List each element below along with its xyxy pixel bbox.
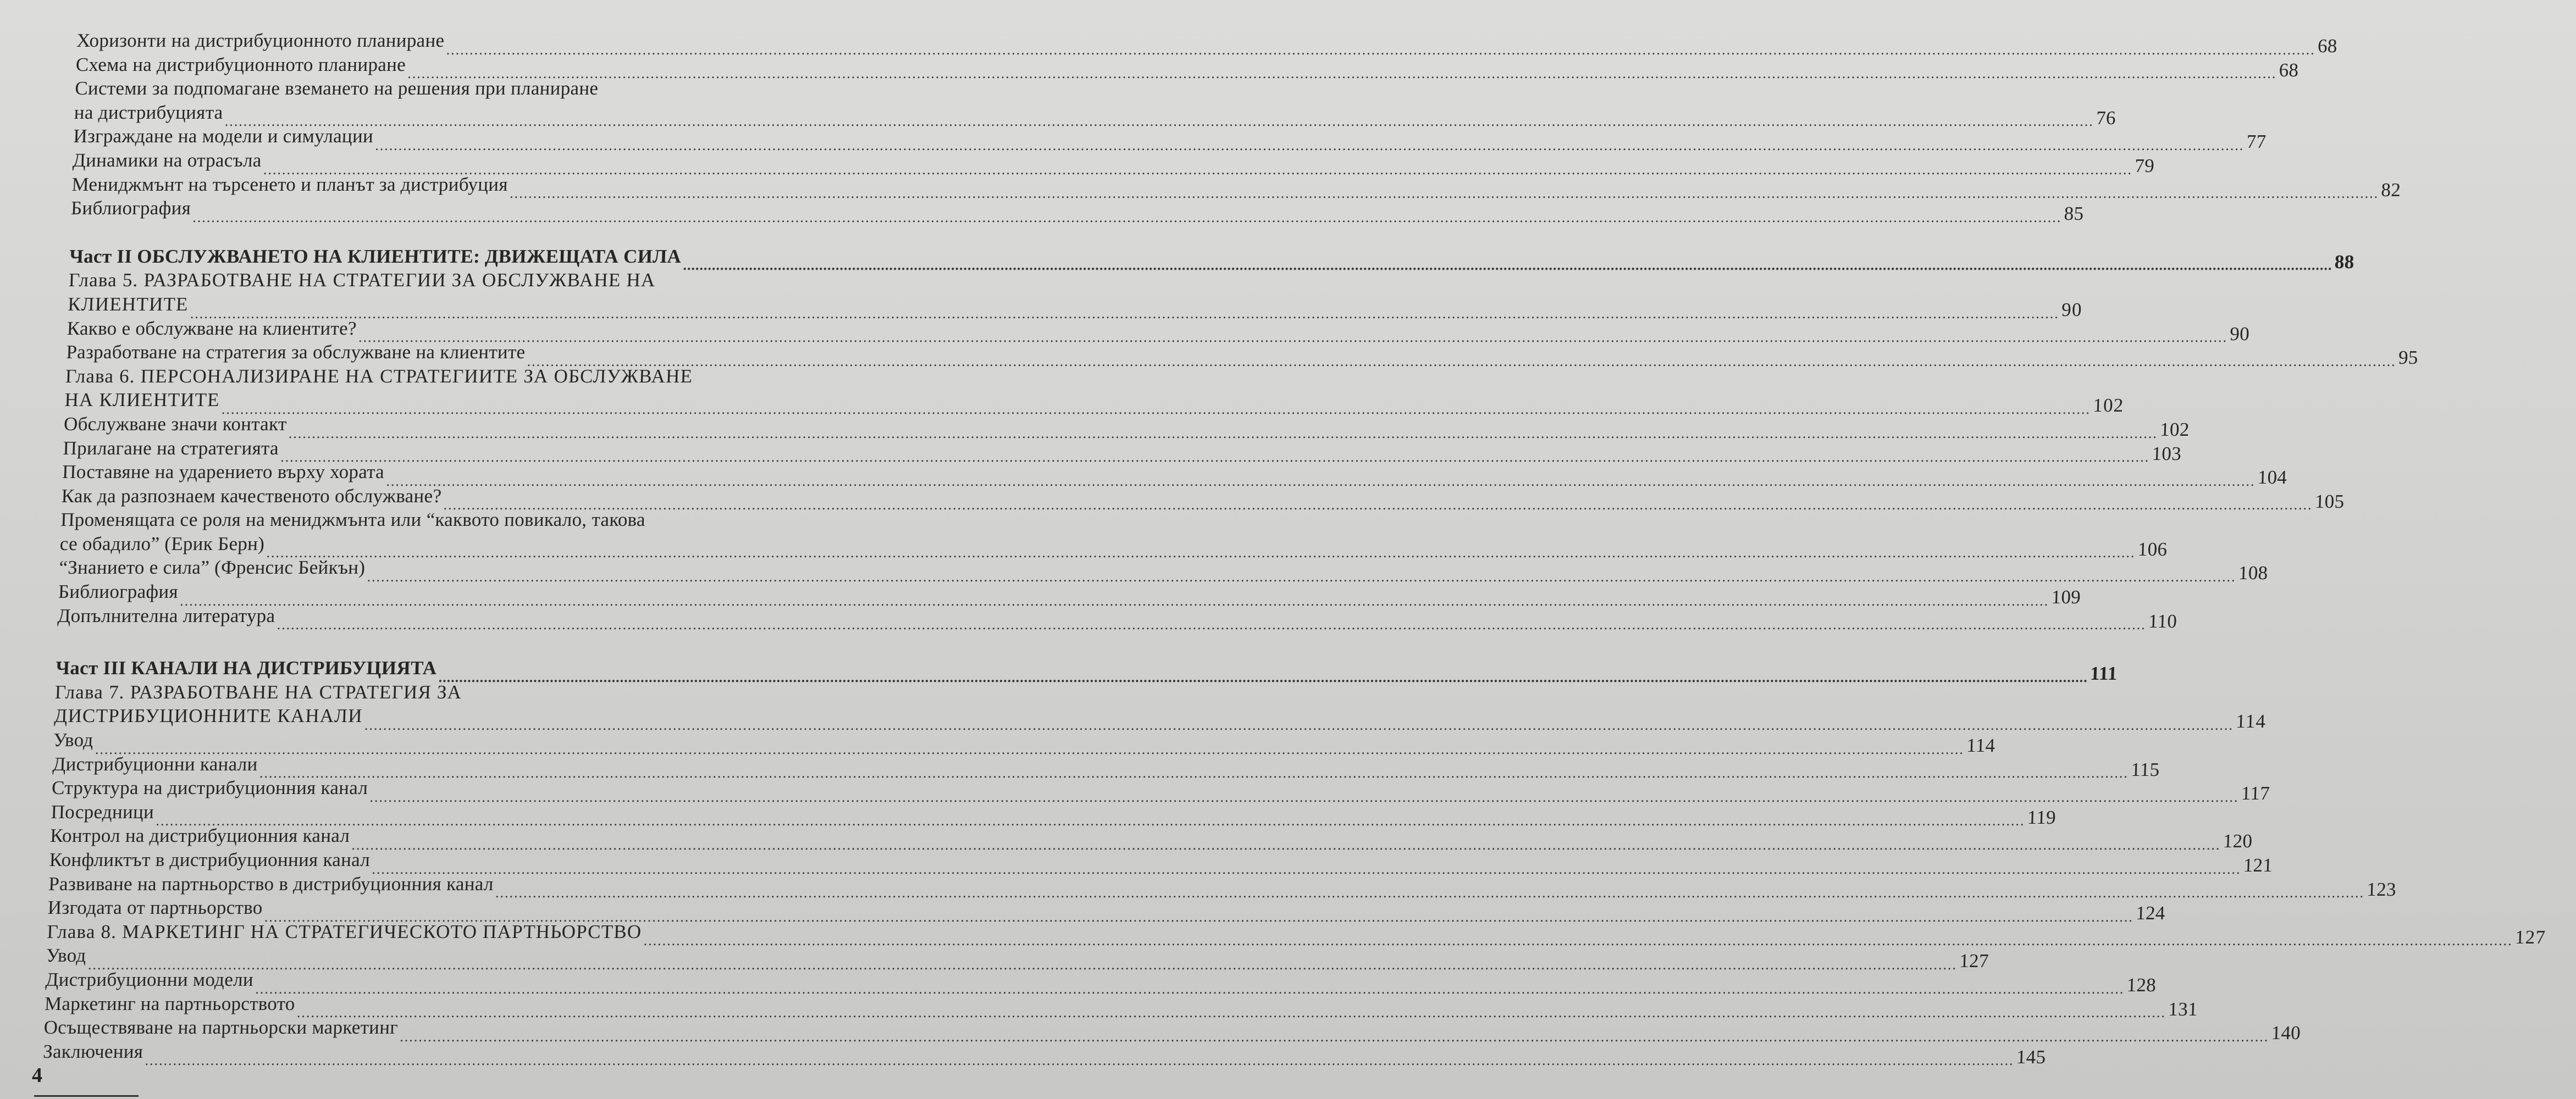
dot-leader: ................................................................................................................................................................................................................................................................................................................................................................................................................ (255, 980, 2125, 997)
toc-entry-title-line1: Системи за подпомагане вземането на решения при планиране (74, 77, 599, 99)
toc-entry-title: Изграждане на модели и симулации (73, 125, 374, 147)
toc-entry-title: НА КЛИЕНТИТЕ (64, 389, 220, 411)
toc-entry-title: Посредници (51, 801, 154, 823)
toc-entry (46, 943, 1989, 973)
toc-page-number: 117 (2241, 782, 2270, 804)
toc-part-heading (69, 245, 2355, 274)
toc-page-number: 145 (2016, 1046, 2047, 1068)
toc-entry-title: Структура на дистрибуционния канал (51, 777, 368, 799)
dot-leader: ................................................................................................................................................................................................................................................................................................................................................................................................................ (372, 861, 2242, 877)
toc-page-number: 85 (2064, 203, 2085, 225)
dot-leader: ................................................................................................................................................................................................................................................................................................................................................................................................................ (527, 353, 2397, 369)
toc-entry-title: на дистрибуцията (74, 101, 224, 123)
toc-page-number: 102 (2092, 395, 2125, 417)
toc-entry-row (46, 943, 1989, 973)
dot-leader: ................................................................................................................................................................................................................................................................................................................................................................................................................ (386, 473, 2256, 489)
toc-entry-title: Прилагане на стратегията (63, 437, 279, 459)
toc-page-number: 105 (2314, 490, 2345, 512)
toc-entry-title: Дистрибуционни модели (45, 968, 254, 990)
toc-entry-title: Контрол на дистрибуционния канал (49, 825, 350, 847)
dot-leader: ................................................................................................................................................................................................................................................................................................................................................................................................................ (263, 161, 2133, 177)
toc-page-number: 104 (2257, 467, 2287, 489)
toc-page-number: 90 (2061, 298, 2083, 320)
footer-rule (34, 1095, 139, 1097)
toc-entry-title: се обадило” (Ерик Берн) (59, 532, 265, 554)
toc-entry-title: Увод (46, 945, 87, 967)
toc-page-number: 127 (1959, 950, 1989, 972)
dot-leader: ................................................................................................................................................................................................................................................................................................................................................................................................................ (156, 813, 2026, 829)
toc-entry-title: ДИСТРИБУЦИОННИТЕ КАНАЛИ (53, 705, 363, 727)
toc-entry-title: Библиография (58, 581, 179, 603)
toc-page-number: 76 (2096, 107, 2116, 129)
toc-page-number: 68 (2279, 59, 2299, 81)
dot-leader: ................................................................................................................................................................................................................................................................................................................................................................................................................ (145, 1052, 2015, 1069)
toc-entry-title: Дистрибуционни канали (52, 753, 258, 775)
dot-leader: ................................................................................................................................................................................................................................................................................................................................................................................................................ (446, 41, 2316, 58)
toc-entry-title: Част II ОБСЛУЖВАНЕТО НА КЛИЕНТИТЕ: ДВИЖЕЩАТА СИЛА (69, 245, 682, 267)
toc-page-number: 79 (2134, 154, 2155, 176)
toc-page-number: 68 (2317, 35, 2338, 57)
toc-entry-title: КЛИЕНТИТЕ (67, 293, 189, 315)
toc-entry-title: Маркетинг на партньорството (44, 992, 296, 1014)
dot-leader: ................................................................................................................................................................................................................................................................................................................................................................................................................ (179, 592, 2049, 609)
dot-leader: ................................................................................................................................................................................................................................................................................................................................................................................................................ (369, 789, 2240, 805)
dot-leader: ................................................................................................................................................................................................................................................................................................................................................................................................................ (407, 65, 2278, 82)
dot-leader: ................................................................................................................................................................................................................................................................................................................................................................................................................ (95, 741, 1965, 757)
toc-page-number: 106 (2137, 538, 2168, 560)
toc-entry-row (64, 388, 2125, 417)
toc-entry-title-line1: Глава 6. ПЕРСОНАЛИЗИРАНЕ НА СТРАТЕГИИТЕ ЗА ОБСЛУЖВАНЕ (65, 365, 693, 387)
toc-entry-title: Конфликтът в дистрибуционния канал (49, 849, 371, 870)
toc-entry-title: Изгодата от партньорство (47, 897, 263, 919)
toc-chapter-entry (53, 680, 2267, 734)
toc-page-number: 120 (2223, 830, 2253, 852)
dot-leader: ................................................................................................................................................................................................................................................................................................................................................................................................................ (643, 933, 2513, 949)
dot-leader: ................................................................................................................................................................................................................................................................................................................................................................................................................ (266, 545, 2136, 561)
dot-leader: ................................................................................................................................................................................................................................................................................................................................................................................................................ (87, 956, 1958, 973)
dot-leader: ................................................................................................................................................................................................................................................................................................................................................................................................................ (683, 257, 2333, 274)
toc-entry-title: Развиване на партньорство в дистрибуционния канал (48, 873, 494, 895)
dot-leader: ................................................................................................................................................................................................................................................................................................................................................................................................................ (296, 1004, 2166, 1021)
toc-entry-title: Как да разпознаем качественото обслужване? (61, 485, 443, 507)
dot-leader: ................................................................................................................................................................................................................................................................................................................................................................................................................ (280, 449, 2150, 465)
toc-entry-title: Част III КАНАЛИ НА ДИСТРИБУЦИЯТА (55, 657, 438, 679)
toc-entry-title: Заключения (42, 1040, 143, 1062)
dot-leader: ................................................................................................................................................................................................................................................................................................................................................................................................................ (358, 329, 2228, 346)
toc-part-heading (55, 656, 2118, 685)
toc-entry-title-line1: Глава 5. РАЗРАБОТВАНЕ НА СТРАТЕГИИ ЗА ОБСЛУЖВАНЕ НА (68, 269, 656, 291)
toc-page-number: 114 (2235, 711, 2267, 732)
toc-entry-title: Библиография (70, 197, 191, 219)
toc-entry (59, 508, 2168, 561)
toc-entry (74, 76, 2116, 130)
dot-leader: ................................................................................................................................................................................................................................................................................................................................................................................................................ (495, 885, 2365, 901)
toc-page-number: 124 (2135, 902, 2166, 924)
dot-leader: ................................................................................................................................................................................................................................................................................................................................................................................................................ (190, 305, 2060, 321)
toc-page-number: 90 (2229, 323, 2250, 345)
toc-page-number: 111 (2089, 663, 2118, 685)
toc-page-number: 123 (2366, 878, 2397, 900)
dot-leader: ................................................................................................................................................................................................................................................................................................................................................................................................................ (438, 669, 2088, 685)
toc-entry-title-line1: Променящата се роля на мениджмънта или “каквото повикало, такова (60, 509, 646, 531)
toc-chapter-entry (64, 364, 2125, 417)
toc-entry-title: “Знанието е сила” (Френсис Бейкън) (58, 557, 366, 579)
toc-page-number: 102 (2159, 418, 2190, 440)
toc-entry-row (59, 532, 2168, 561)
toc-page-number: 77 (2246, 131, 2267, 153)
toc-page-number: 103 (2152, 442, 2182, 464)
toc-entry-title: Глава 8. МАРКЕТИНГ НА СТРАТЕГИЧЕСКОТО ПАРТНЬОРСТВО (46, 920, 643, 942)
toc-page-number: 108 (2238, 562, 2269, 584)
toc-entry-title: Динамики на отрасъла (72, 149, 262, 171)
toc-entry-title: Допълнителна литература (57, 604, 276, 626)
toc-entry-title: Мениджмънт на търсенето и планът за дистрибуция (71, 173, 508, 195)
toc-page-number: 128 (2126, 974, 2157, 996)
toc-page-number: 140 (2271, 1022, 2301, 1044)
toc-entry-row (69, 245, 2355, 274)
dot-leader: ................................................................................................................................................................................................................................................................................................................................................................................................................ (192, 209, 2063, 225)
dot-leader: ................................................................................................................................................................................................................................................................................................................................................................................................................ (399, 1028, 2269, 1045)
toc-page-number: 131 (2168, 998, 2198, 1020)
toc-entry-row (55, 656, 2118, 685)
toc-entry-title: Осъществяване на партньорски маркетинг (43, 1017, 399, 1039)
toc-page-number: 127 (2514, 926, 2546, 948)
toc-page-number: 109 (2051, 586, 2081, 608)
dot-leader: ................................................................................................................................................................................................................................................................................................................................................................................................................ (364, 717, 2234, 734)
dot-leader: ................................................................................................................................................................................................................................................................................................................................................................................................................ (277, 617, 2147, 633)
toc-entry-title-line1: Глава 7. РАЗРАБОТВАНЕ НА СТРАТЕГИЯ ЗА (54, 681, 462, 703)
toc-entry-title: Какво е обслужване на клиентите? (67, 317, 357, 339)
dot-leader: ................................................................................................................................................................................................................................................................................................................................................................................................................ (259, 765, 2129, 781)
dot-leader: ................................................................................................................................................................................................................................................................................................................................................................................................................ (443, 497, 2313, 513)
toc-page-number: 110 (2148, 610, 2177, 632)
toc-page-number: 121 (2243, 854, 2273, 876)
dot-leader: ................................................................................................................................................................................................................................................................................................................................................................................................................ (351, 837, 2221, 853)
toc-page-number: 88 (2334, 251, 2355, 273)
toc-entry-title: Обслужване значи контакт (63, 413, 288, 435)
dot-leader: ................................................................................................................................................................................................................................................................................................................................................................................................................ (509, 185, 2379, 202)
toc-page-number: 114 (1966, 735, 1996, 757)
toc-entry-row (53, 704, 2267, 734)
toc-page-number: 115 (2130, 758, 2160, 780)
dot-leader: ................................................................................................................................................................................................................................................................................................................................................................................................................ (288, 425, 2158, 441)
toc-chapter-entry (67, 268, 2083, 321)
toc-entry-row (74, 101, 2116, 130)
toc-entry-title: Хоризонти на дистрибуционното планиране (76, 30, 445, 51)
dot-leader: ................................................................................................................................................................................................................................................................................................................................................................................................................ (224, 113, 2094, 130)
toc-page-number: 95 (2398, 347, 2419, 369)
dot-leader: ................................................................................................................................................................................................................................................................................................................................................................................................................ (264, 908, 2134, 925)
dot-leader: ................................................................................................................................................................................................................................................................................................................................................................................................................ (367, 569, 2237, 585)
toc-entry-title: Схема на дистрибуционното планиране (75, 53, 406, 75)
toc-page-number: 82 (2380, 179, 2401, 201)
toc-entry-title: Увод (53, 729, 94, 751)
toc-page-number: 119 (2027, 806, 2057, 828)
page-number: 4 (32, 1064, 42, 1087)
toc-entry (76, 29, 2338, 58)
toc-entry-title: Разработване на стратегия за обслужване на клиентите (65, 341, 526, 363)
toc-entry-row (67, 292, 2083, 321)
toc-entry-row (76, 29, 2338, 58)
dot-leader: ................................................................................................................................................................................................................................................................................................................................................................................................................ (221, 401, 2091, 417)
toc-entry-title: Поставяне на ударението върху хората (62, 461, 385, 483)
table-of-contents (42, 29, 2546, 1069)
dot-leader: ................................................................................................................................................................................................................................................................................................................................................................................................................ (375, 137, 2245, 153)
